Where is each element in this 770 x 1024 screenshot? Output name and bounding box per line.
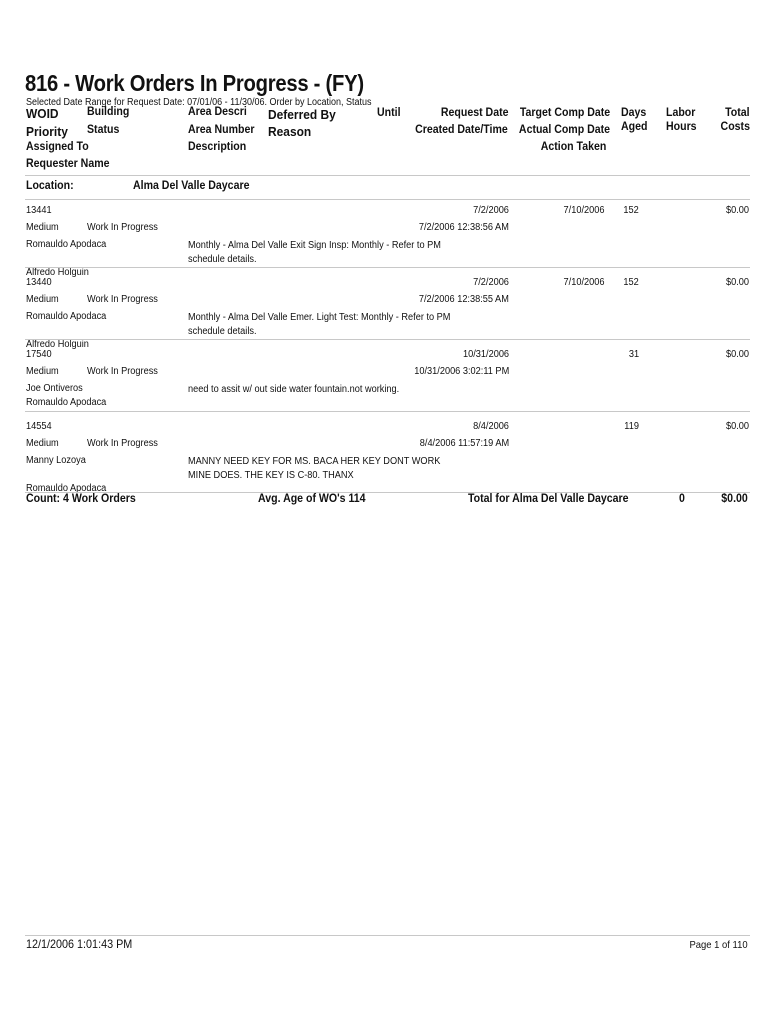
header-aged: Aged [621,121,648,133]
header-building: Building [87,106,130,118]
record-divider [25,339,750,340]
assigned-to: Joe Ontiveros [26,383,83,394]
request-date: 10/31/2006 [462,349,509,360]
printed-timestamp: 12/1/2006 1:01:43 PM [26,937,133,951]
report-title: 816 - Work Orders In Progress - (FY) [25,70,364,96]
priority: Medium [26,294,59,305]
total-costs: $0.00 [725,277,749,288]
total-costs: $0.00 [725,205,749,216]
days-aged: 119 [624,421,639,432]
target-comp-date: 7/10/2006 [563,277,604,288]
footer-divider [25,935,750,936]
priority: Medium [26,222,59,233]
requester-name: Alfredo Holguin [26,267,89,278]
header-request-date: Request Date [440,107,508,119]
total-costs: $0.00 [725,349,749,360]
location-divider [25,199,750,200]
header-labor: Labor [666,107,696,119]
description: Monthly - Alma Del Valle Exit Sign Insp: Monthly - Refer to PM schedule details. [188,240,441,265]
location-total-label: Total for Alma Del Valle Daycare [468,493,629,505]
header-created-datetime: Created Date/Time [415,124,508,136]
days-aged: 31 [628,349,639,360]
header-actual-comp-date: Actual Comp Date [518,124,610,136]
requester-name: Alfredo Holguin [26,339,89,350]
header-divider [25,175,750,176]
status: Work In Progress [87,222,158,233]
total-costs: $0.00 [721,493,748,505]
header-description: Description [188,141,247,153]
total-labor-hours: 0 [679,493,685,505]
request-date: 8/4/2006 [473,421,509,432]
days-aged: 152 [623,277,639,288]
location-label: Location: [26,180,74,192]
total-costs: $0.00 [725,421,749,432]
woid: 17540 [26,349,52,360]
header-woid: WOID [26,106,59,121]
header-days: Days [621,107,647,119]
description: need to assit w/ out side water fountain.not working. [188,384,400,395]
woid: 13440 [26,277,52,288]
header-until: Until [377,107,401,119]
header-area-descri: Area Descri [188,106,247,118]
description: MANNY NEED KEY FOR MS. BACA HER KEY DONT WORK MINE DOES. THE KEY IS C-80. THANX [188,456,441,481]
header-costs: Costs [720,121,750,133]
count-work-orders: Count: 4 Work Orders [26,493,136,505]
work-order-record [0,274,770,352]
header-reason: Reason [268,124,312,139]
requester-name: Romauldo Apodaca [26,483,107,494]
record-divider [25,411,750,412]
location-name: Alma Del Valle Daycare [133,180,250,192]
priority: Medium [26,438,59,449]
avg-age: Avg. Age of WO's 114 [258,493,366,505]
header-assigned-to: Assigned To [26,141,89,153]
header-action-taken: Action Taken [540,141,606,153]
request-date: 7/2/2006 [473,277,509,288]
assigned-to: Manny Lozoya [26,455,86,466]
report-subtitle: Selected Date Range for Request Date: 07/01/06 - 11/30/06. Order by Location, Status [26,97,372,108]
record-divider [25,267,750,268]
woid: 13441 [26,205,52,216]
header-priority: Priority [26,124,68,139]
created-datetime: 7/2/2006 12:38:55 AM [418,294,509,305]
description: Monthly - Alma Del Valle Emer. Light Test: Monthly - Refer to PM schedule details. [188,312,451,337]
header-target-comp-date: Target Comp Date [519,107,610,119]
created-datetime: 7/2/2006 12:38:56 AM [418,222,509,233]
header-area-number: Area Number [188,124,255,136]
created-datetime: 8/4/2006 11:57:19 AM [419,438,509,449]
woid: 14554 [26,421,52,432]
priority: Medium [26,366,59,377]
work-order-record [0,346,770,410]
days-aged: 152 [623,205,639,216]
status: Work In Progress [87,366,158,377]
created-datetime: 10/31/2006 3:02:11 PM [414,366,509,377]
page-number: Page 1 of 110 [689,939,748,951]
assigned-to: Romauldo Apodaca [26,311,107,322]
header-hours: Hours [666,121,697,133]
header-requester-name: Requester Name [26,158,110,170]
header-deferred-by: Deferred By [268,107,336,122]
assigned-to: Romauldo Apodaca [26,239,107,250]
status: Work In Progress [87,438,158,449]
request-date: 7/2/2006 [473,205,509,216]
header-total: Total [725,107,750,119]
status: Work In Progress [87,294,158,305]
work-order-record [0,202,770,280]
target-comp-date: 7/10/2006 [563,205,604,216]
work-order-record [0,418,770,496]
requester-name: Romauldo Apodaca [26,397,107,408]
header-status: Status [87,124,120,136]
